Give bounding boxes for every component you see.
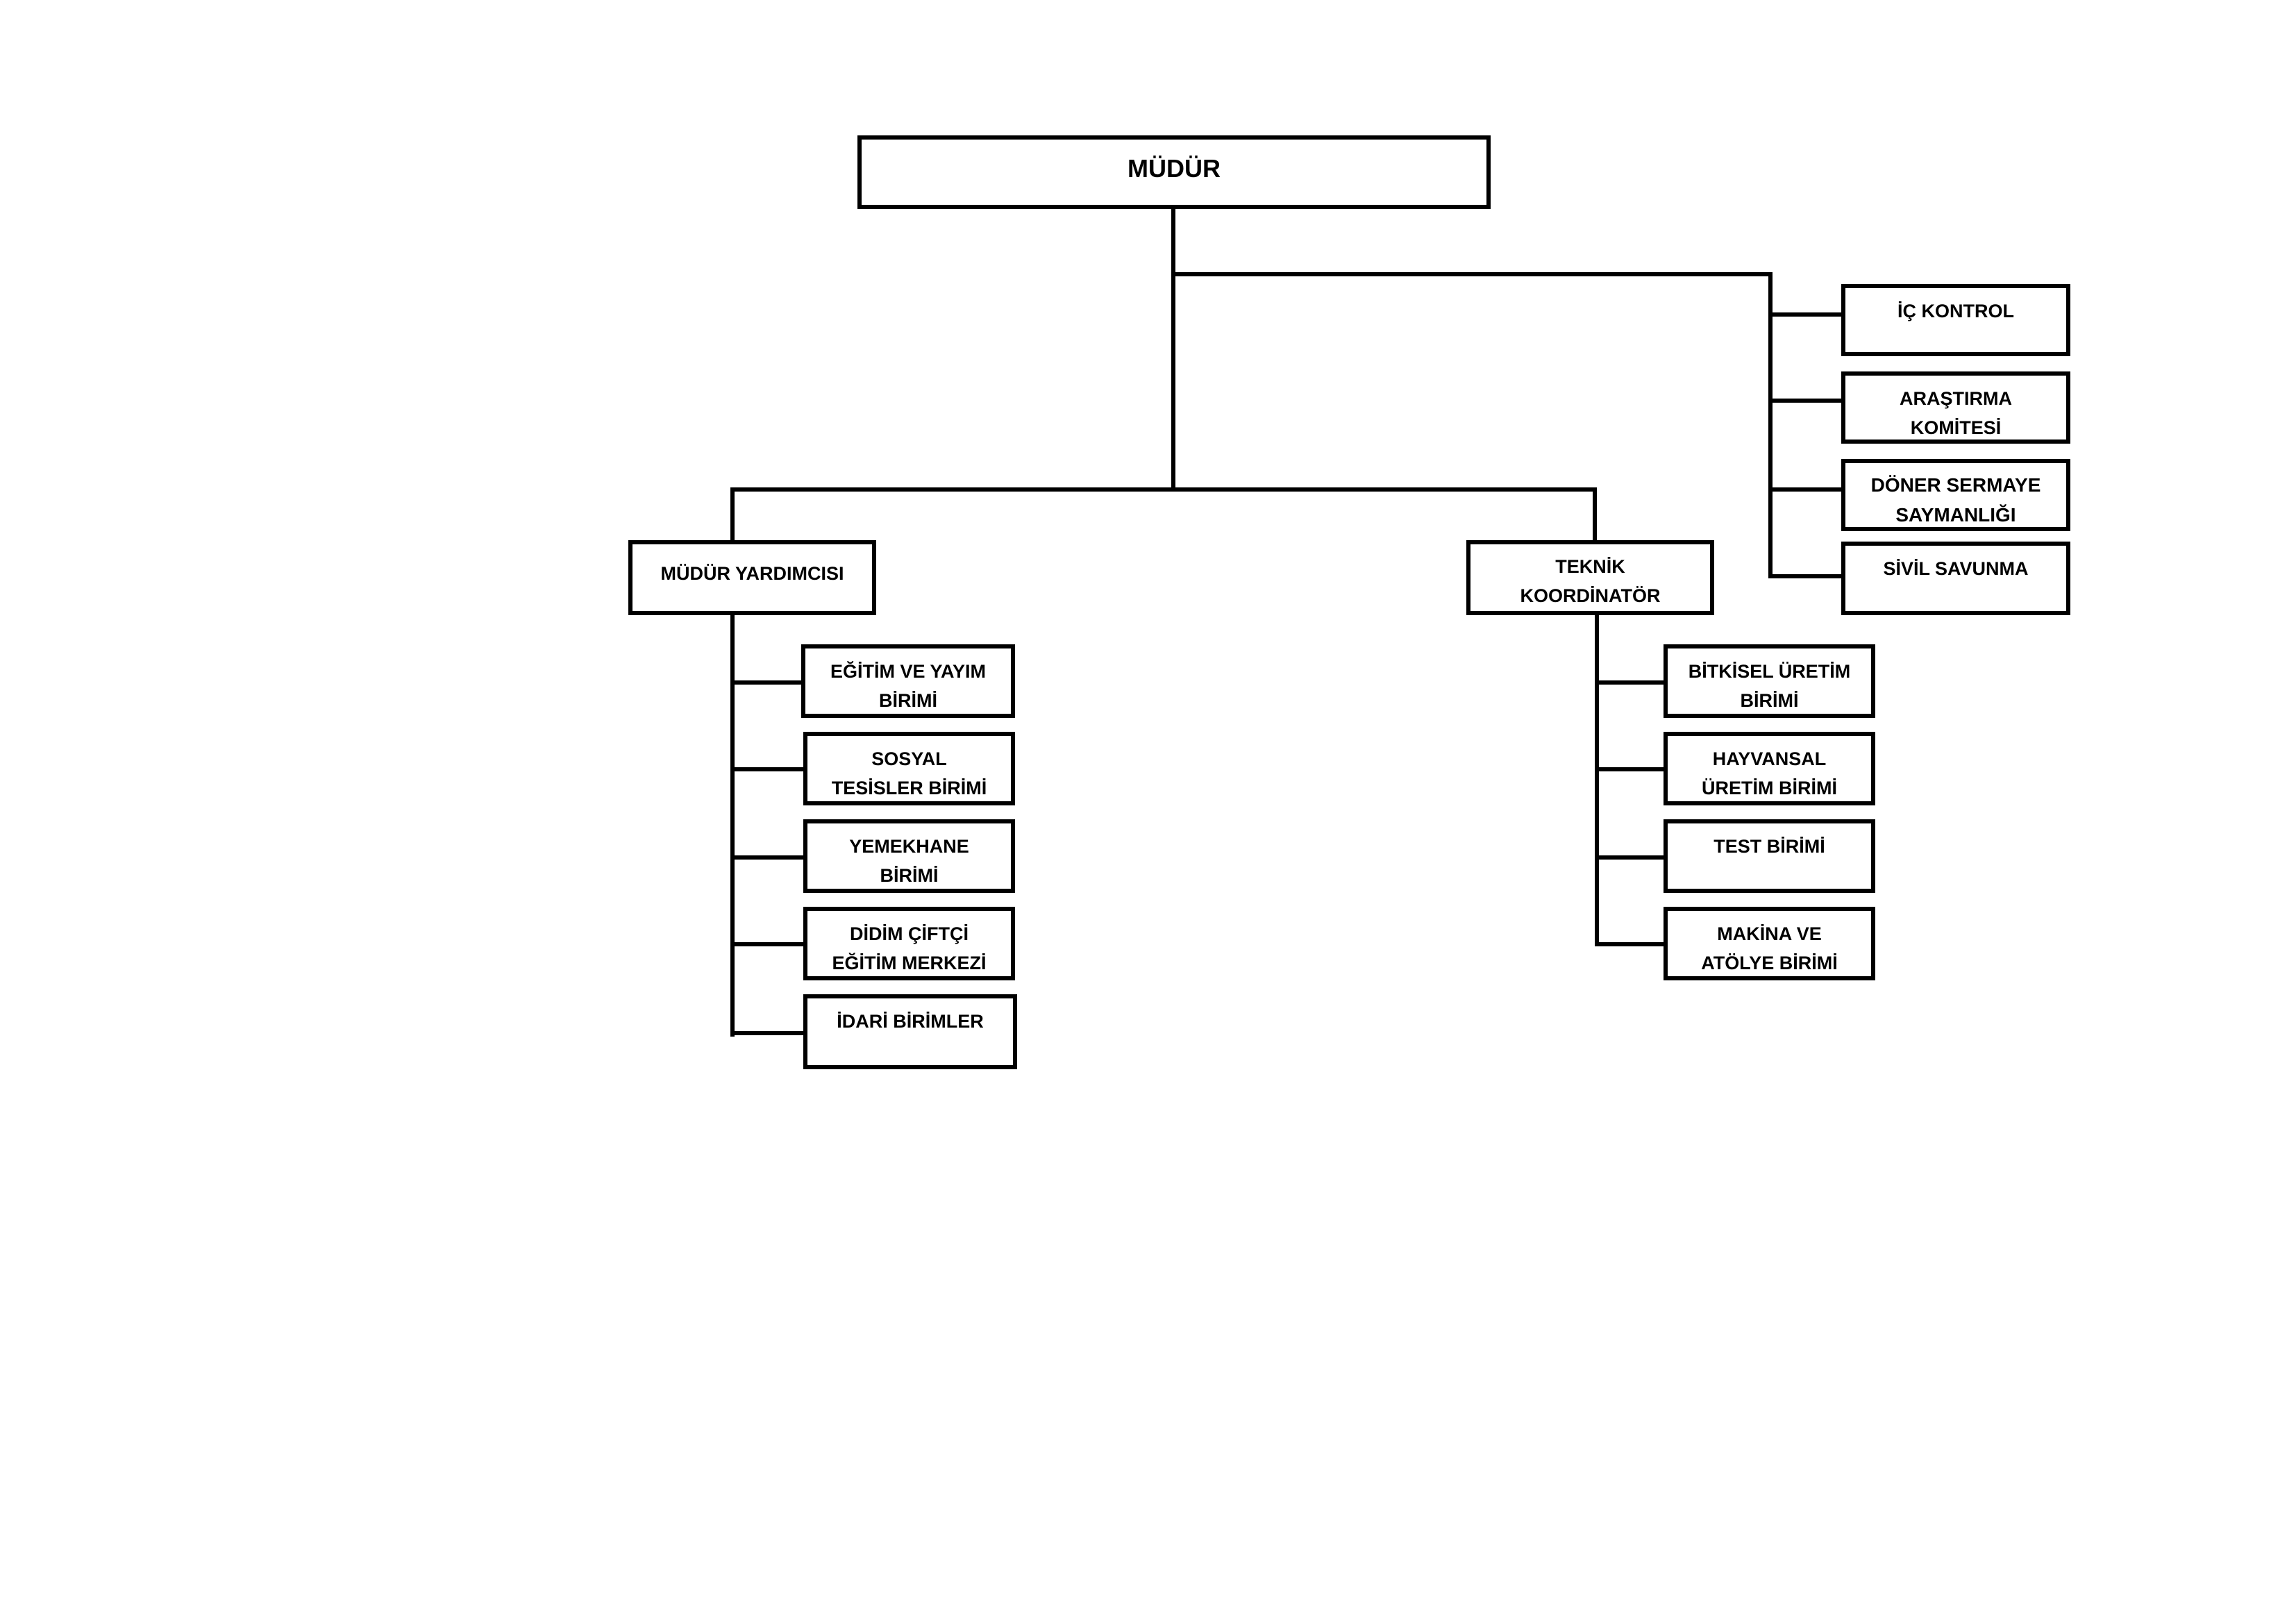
box-yemekhane — [803, 819, 1015, 893]
box-mudur-yardimcisi-label: MÜDÜR YARDIMCISI — [660, 563, 844, 584]
box-bitkisel-uretim — [1664, 644, 1875, 718]
box-ic-kontrol — [1841, 284, 2070, 356]
box-yemekhane-label: YEMEKHANE BİRİMİ — [849, 836, 969, 886]
box-hayvansal-uretim — [1664, 732, 1875, 805]
box-test-birimi — [1664, 819, 1875, 893]
box-idari-birimler — [803, 994, 1017, 1069]
box-mudur — [857, 135, 1491, 209]
box-arastirma-komitesi-label: ARAŞTIRMA KOMİTESİ — [1900, 388, 2012, 438]
box-idari-birimler-label: İDARİ BİRİMLER — [837, 1011, 984, 1032]
box-sivil-savunma — [1841, 542, 2070, 615]
box-mudur-label: MÜDÜR — [1128, 154, 1221, 183]
box-arastirma-komitesi — [1841, 371, 2070, 444]
box-test-birimi-label: TEST BİRİMİ — [1713, 836, 1825, 857]
box-ic-kontrol-label: İÇ KONTROL — [1897, 301, 2014, 321]
box-makina-atolye-label: MAKİNA VE ATÖLYE BİRİMİ — [1701, 923, 1838, 973]
box-didim-ciftci — [803, 907, 1015, 980]
box-sosyal-tesisler-label: SOSYAL TESİSLER BİRİMİ — [831, 748, 987, 798]
box-doner-sermaye — [1841, 459, 2070, 531]
box-makina-atolye — [1664, 907, 1875, 980]
box-hayvansal-uretim-label: HAYVANSAL ÜRETİM BİRİMİ — [1702, 748, 1837, 798]
box-teknik-koordinator-label: TEKNİK KOORDİNATÖR — [1520, 556, 1661, 606]
box-didim-ciftci-label: DİDİM ÇİFTÇİ EĞİTİM MERKEZİ — [832, 923, 987, 973]
box-bitkisel-uretim-label: BİTKİSEL ÜRETİM BİRİMİ — [1688, 661, 1851, 711]
box-sivil-savunma-label: SİVİL SAVUNMA — [1883, 558, 2029, 579]
box-mudur-yardimcisi — [628, 540, 876, 615]
box-egitim-ve-yayim — [801, 644, 1015, 718]
box-sosyal-tesisler — [803, 732, 1015, 805]
box-egitim-ve-yayim-label: EĞİTİM VE YAYIM BİRİMİ — [830, 661, 987, 711]
box-doner-sermaye-label: DÖNER SERMAYE SAYMANLIĞI — [1870, 474, 2041, 526]
box-teknik-koordinator — [1466, 540, 1714, 615]
